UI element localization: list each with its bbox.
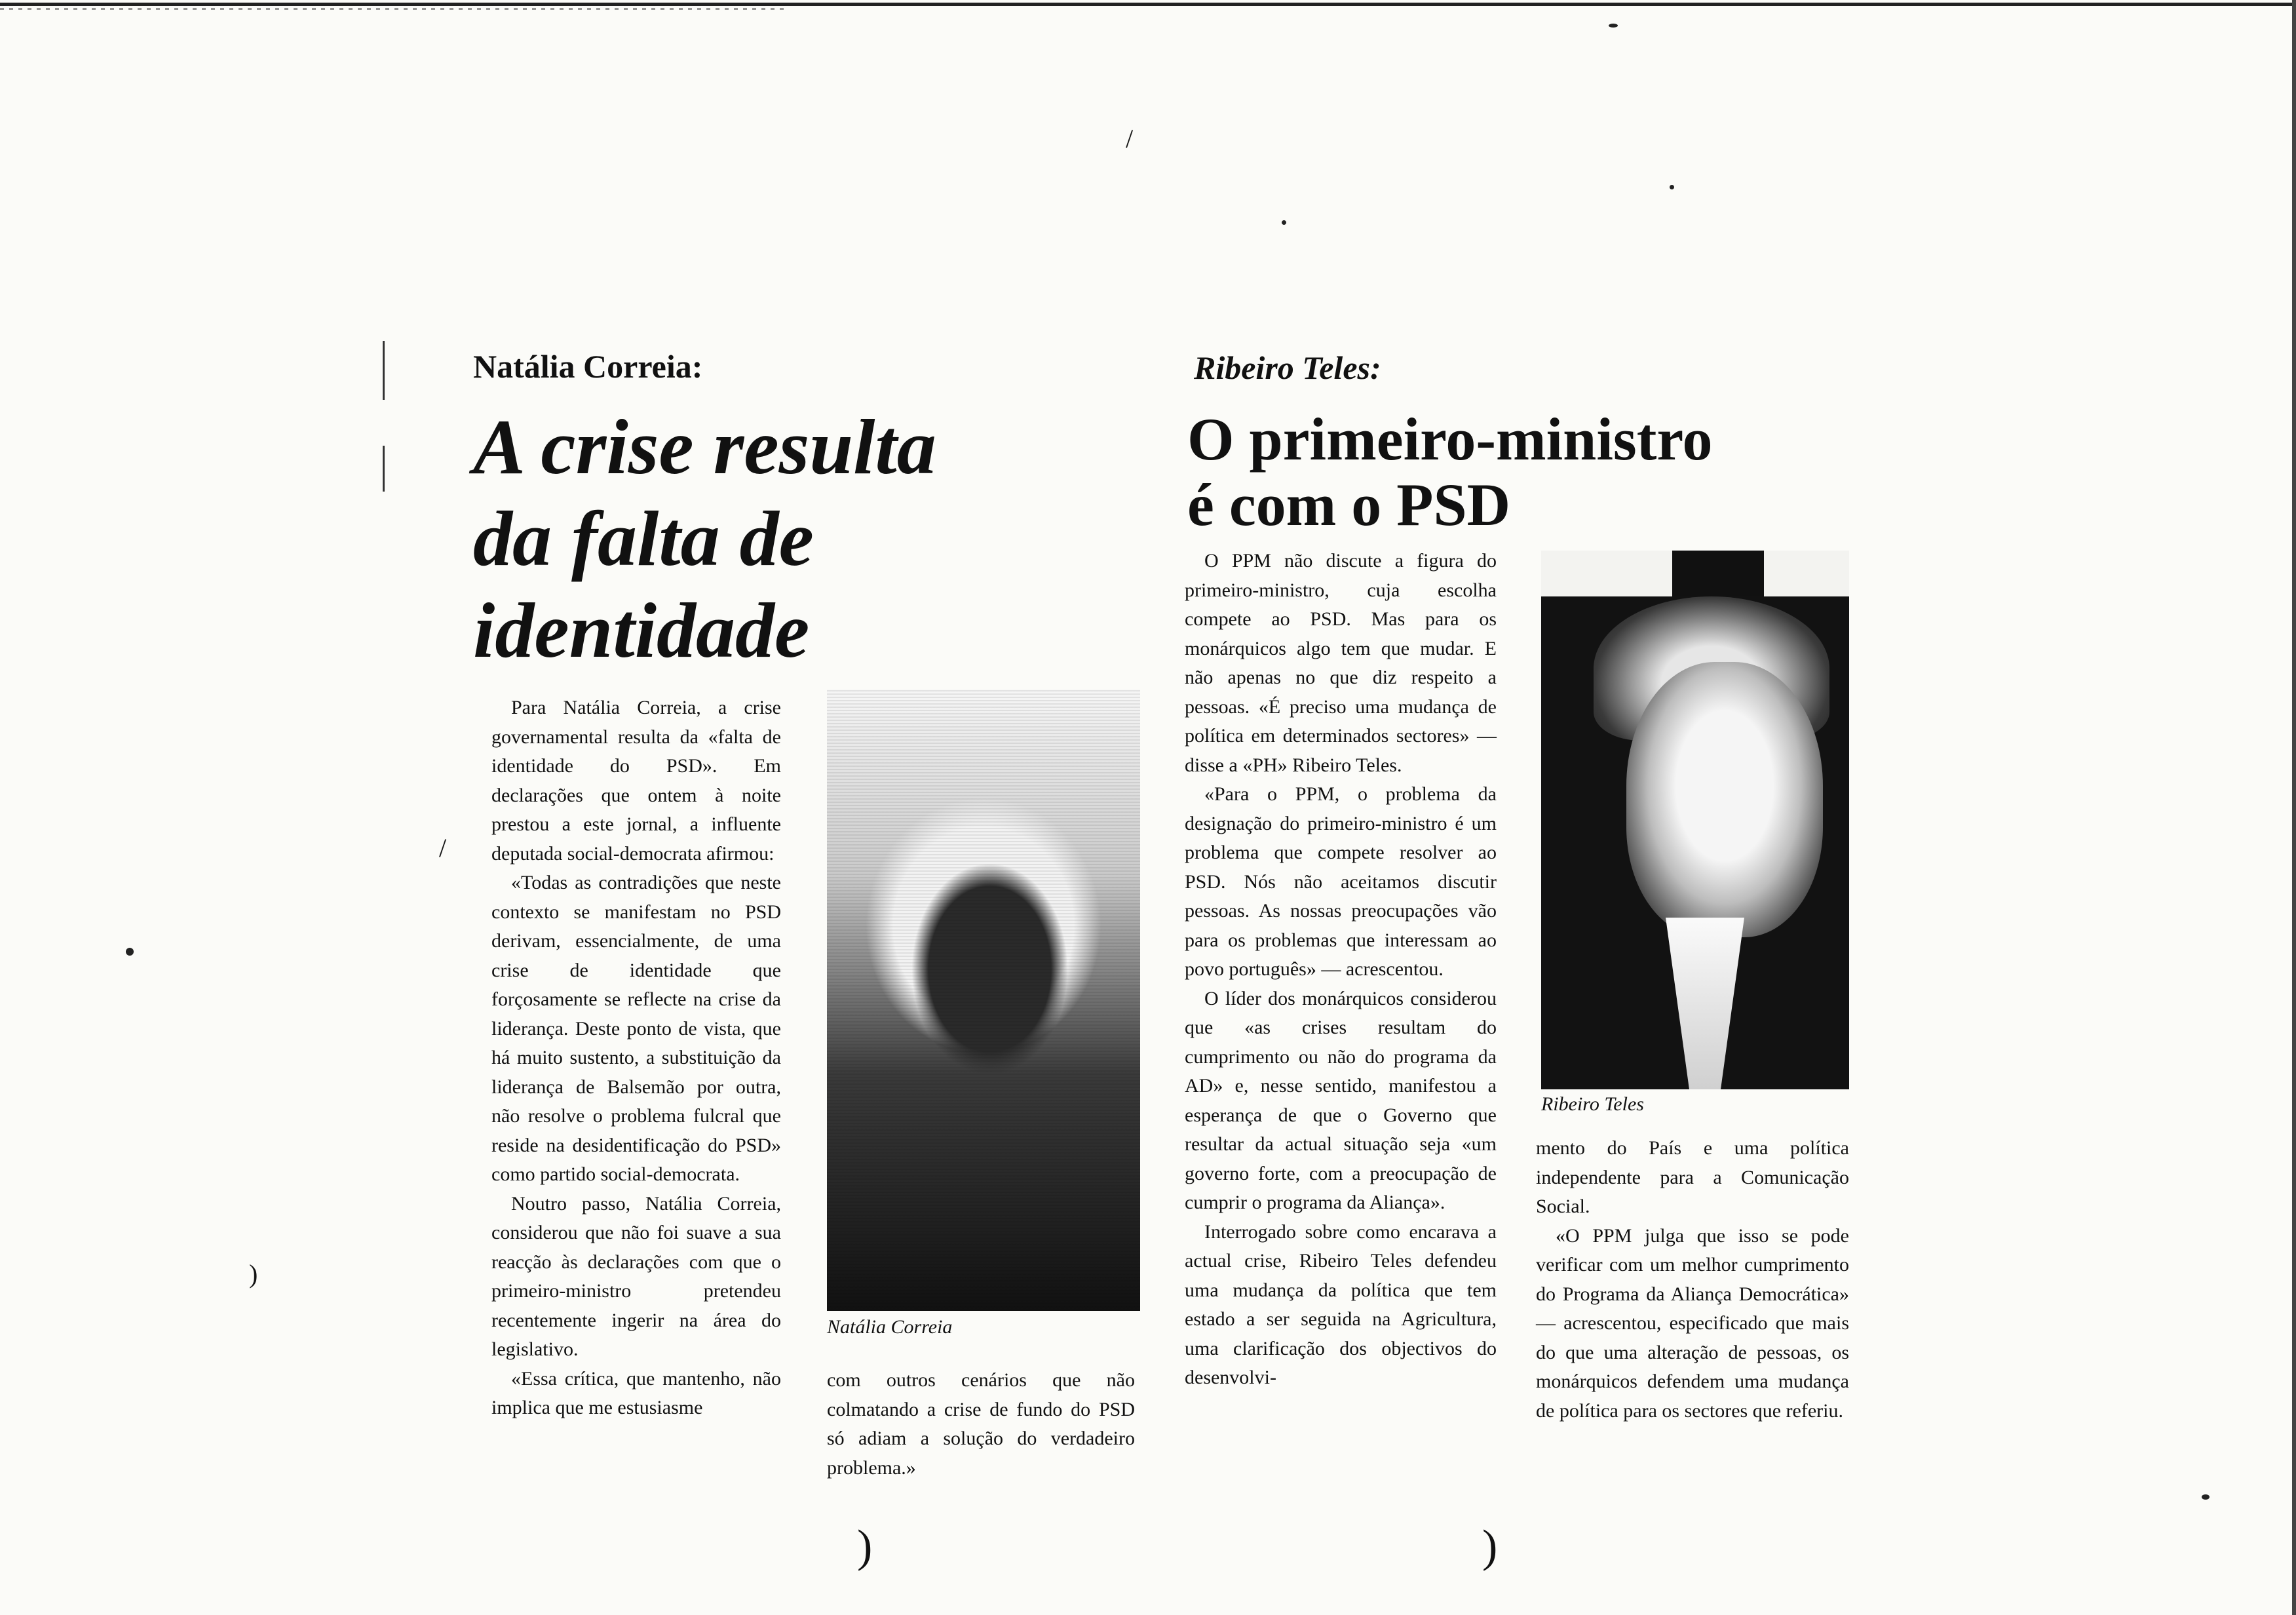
paragraph: mento do País e uma política independente para a Comunicação Social. — [1536, 1137, 1849, 1217]
photo-background — [1541, 551, 1849, 596]
paragraph: com outros cenários que não colmatando a crise de fundo do PSD só adiam a solução do verdadeiro problema.» — [827, 1369, 1135, 1479]
scan-mark: / — [1126, 124, 1134, 153]
scan-speck — [126, 948, 134, 956]
left-headline-line: da falta de — [473, 495, 814, 582]
photo-detail — [1666, 918, 1744, 1089]
left-headline — [473, 401, 936, 676]
paragraph: «O PPM julga que isso se pode verificar com um melhor cumprimento do Programa da Aliança Democrática» — acrescentou, especificado que mais do que uma alteração de pessoas, os monárquicos defendem uma mudança de política para os sectores que referiu. — [1536, 1224, 1849, 1422]
right-article-column-2 — [1536, 1134, 1849, 1426]
bracket-mark: ) — [1482, 1521, 1498, 1572]
photo-detail — [1672, 551, 1764, 596]
paragraph: Noutro passo, Natália Correia, considerou que não foi suave a sua reacção às declarações com que o primeiro-ministro pretendeu recentemente ingerir na área do legislativo. — [491, 1192, 781, 1360]
scan-speck — [1670, 185, 1674, 189]
left-kicker: Natália Correia: — [473, 348, 703, 385]
left-headline-line: A crise resulta — [473, 403, 936, 490]
right-kicker: Ribeiro Teles: — [1194, 349, 1381, 386]
natalia-correia-photo — [827, 690, 1140, 1311]
scan-top-noise — [0, 8, 786, 10]
paragraph: O PPM não discute a figura do primeiro-ministro, cuja escolha compete ao PSD. Mas para os monárquicos algo tem que mudar. E não apenas no que diz respeito a pessoas. «É preciso uma mudança de política em determinados sectores» — disse a «PH» Ribeiro Teles. — [1185, 550, 1497, 776]
scan-speck — [2202, 1494, 2210, 1500]
right-article-column-1 — [1185, 547, 1497, 1393]
scan-mark: / — [439, 833, 447, 863]
paragraph: «Todas as contradições que neste contexto se manifestam no PSD derivam, essencialmente, de uma crise de identidade que forçosamente se reflecte na crise da liderança. Deste ponto de vista, que há muito sustento, a substituição da liderança de Balsemão por outra, não resolve o problema fulcral que reside na desidentificação do PSD» como partido social-democrata. — [491, 872, 781, 1185]
left-margin-rule-2 — [383, 446, 385, 492]
paragraph: Interrogado sobre como encarava a actual crise, Ribeiro Teles defendeu uma mudança da política que tem estado a ser seguida na Agricultura, uma clarificação dos objectivos do desenvolvi- — [1185, 1220, 1497, 1388]
right-headline-line: é com o PSD — [1187, 471, 1511, 538]
paragraph: «Essa crítica, que mantenho, não implica que me estusiasme — [491, 1367, 781, 1418]
paragraph: Para Natália Correia, a crise governamental resulta da «falta de identidade do PSD». Em declarações que ontem à noite prestou a este jornal, a influente deputada social-democrata afirmou: — [491, 697, 781, 865]
scan-top-border — [0, 3, 2296, 6]
bracket-mark: ) — [857, 1521, 873, 1572]
ribeiro-teles-photo — [1541, 551, 1849, 1089]
left-article-column-1 — [491, 693, 781, 1423]
scan-speck — [1609, 24, 1618, 28]
right-headline — [1187, 406, 1713, 537]
scan-speck — [1282, 220, 1286, 225]
photo-caption: Natália Correia — [827, 1316, 953, 1338]
left-margin-rule — [383, 341, 385, 400]
scan-mark: ) — [249, 1259, 258, 1289]
paragraph: O líder dos monárquicos considerou que «as crises resultam do cumprimento ou não do programa da AD» e, nesse sentido, manifestou a esperança de que o Governo que resultar da actual situação seja «um governo forte, com a preocupação de cumprir o programa da Aliança». — [1185, 987, 1497, 1213]
left-article-column-2 — [827, 1366, 1135, 1483]
photo-caption: Ribeiro Teles — [1541, 1093, 1644, 1115]
scan-right-edge — [2292, 0, 2296, 1615]
left-headline-line: identidade — [473, 587, 810, 674]
photo-detail — [1626, 662, 1823, 937]
right-headline-line: O primeiro-ministro — [1187, 406, 1713, 473]
paragraph: «Para o PPM, o problema da designação do primeiro-ministro é um problema que compete resolver ao PSD. Nós não aceitamos discutir pessoas. As nossas preocupações vão para os problemas que interessam ao povo português» — acrescentou. — [1185, 783, 1497, 980]
